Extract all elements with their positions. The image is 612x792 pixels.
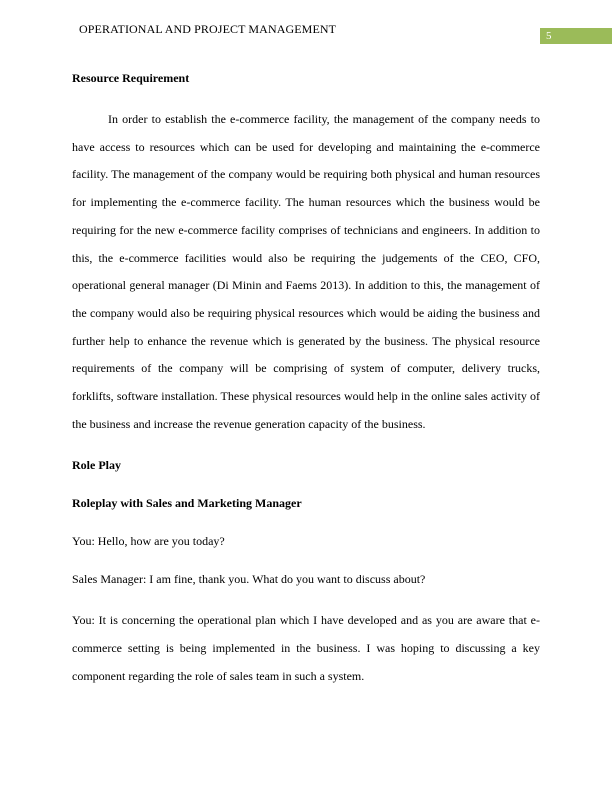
dialogue-line-3: You: It is concerning the operational plan which I have developed and as you are aware that e-commerce setting is being implemented in the business. I was hoping to discussing a key component regarding the role of sales team in such a system.	[72, 613, 540, 683]
section-heading-role-play: Role Play	[72, 458, 121, 473]
dialogue-line-1: You: Hello, how are you today?	[72, 534, 225, 549]
page-number-badge: 5	[540, 28, 612, 44]
subheading-roleplay-sales: Roleplay with Sales and Marketing Manager	[72, 496, 302, 511]
section-heading-resource-requirement: Resource Requirement	[72, 71, 190, 85]
paragraph-resource-requirement: In order to establish the e-commerce facility, the management of the company needs to have access to resources which can be used for developing and maintaining the e-commerce facility. The management of the company would be requiring both physical and human resources for implementing the e-commerce facility. The human resources which the business would be requiring for the new e-commerce facility comprises of technicians and engineers. In addition to this, the e-commerce facilities would also be requiring the judgements of the CEO, CFO, operational general manager (Di Minin and Faems 2013). In addition to this, the management of the company would also be requiring physical resources which would be aiding the business and further help to enhance the revenue which is generated by the business. The physical resource requirements of the company will be comprising of system of computer, delivery trucks, forklifts, software installation. These physical resources would help in the online sales activity of the business and increase the revenue generation capacity of the business.	[72, 112, 540, 431]
running-head: OPERATIONAL AND PROJECT MANAGEMENT	[79, 22, 337, 36]
document-body	[72, 68, 540, 708]
dialogue-line-2: Sales Manager: I am fine, thank you. What do you want to discuss about?	[72, 572, 426, 587]
